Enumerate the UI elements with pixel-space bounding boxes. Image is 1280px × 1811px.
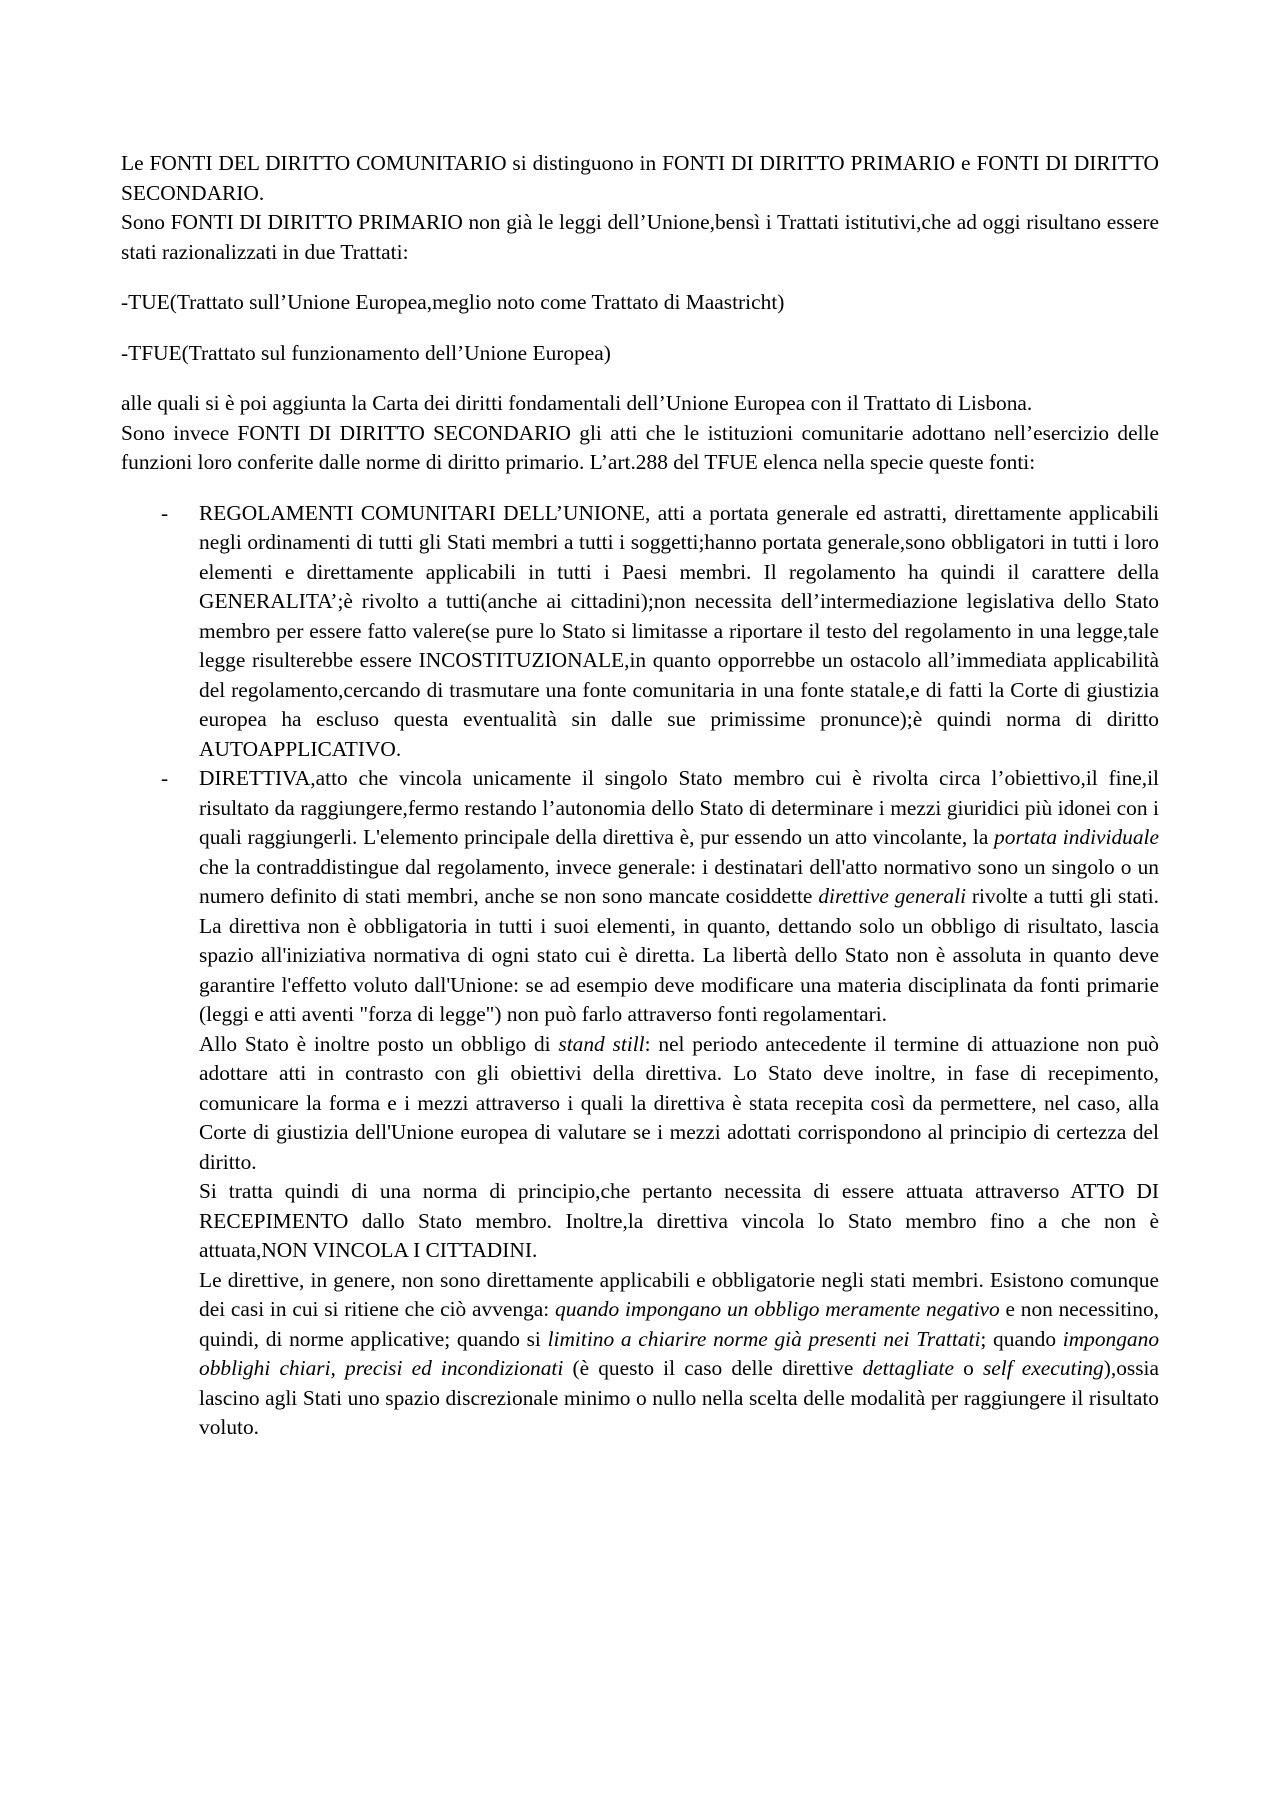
intro-paragraph: Le FONTI DEL DIRITTO COMUNITARIO si distinguono in FONTI DI DIRITTO PRIMARIO e FONTI DI DIRITTO SECONDARIO. xyxy=(121,151,1159,205)
direttiva-text: che la contraddistingue dal regolamento, invece generale: i destinatari dell'atto normativo sono un singolo o un numero definito di stati membri, anche se non sono mancate cosiddette xyxy=(199,854,1159,908)
direttiva-emphasis: quando impongano un obbligo meramente negativo xyxy=(555,1297,1000,1321)
sources-list xyxy=(121,499,1159,1443)
treaty-tfue: -TFUE(Trattato sul funzionamento dell’Unione Europea) xyxy=(121,340,611,365)
direttiva-emphasis: dettagliate xyxy=(862,1356,954,1380)
secondary-sources-paragraph: Sono invece FONTI DI DIRITTO SECONDARIO gli atti che le istituzioni comunitarie adottano nell’esercizio delle funzioni loro conferite dalle norme di diritto primario. L’art.288 del TFUE elenca nella specie queste fonti: xyxy=(121,420,1159,474)
direttiva-text: o xyxy=(953,1356,983,1380)
direttiva-text: rivolte a tutti gli stati. La direttiva non è obbligatoria in tutti i suoi elementi, in quanto, dettando solo un obbligo di risultato, lascia spazio all'iniziativa normativa di ogni stato cui è diretta. La libertà dello Stato non è assoluta in quanto deve garantire l'effetto voluto dall'Unione: se ad esempio deve modificare una materia disciplinata da fonti primarie (leggi e atti aventi "forza di legge") non può farlo attraverso fonti regolamentari. xyxy=(199,884,1159,1026)
direttiva-emphasis: self executing xyxy=(982,1356,1104,1380)
direttiva-emphasis: portata individuale xyxy=(994,825,1159,849)
direttiva-emphasis: stand still xyxy=(558,1031,645,1056)
direttiva-text: Allo Stato è inoltre posto un obbligo di xyxy=(199,1031,559,1056)
regolamenti-text: REGOLAMENTI COMUNITARI DELL’UNIONE, atti a portata generale ed astratti, direttamente applicabili negli ordinamenti di tutti gli Stati membri a tutti i soggetti;hanno portata generale,sono obbligatori in tutti i loro elementi e direttamente applicabili in tutti i Paesi membri. Il regolamento ha quindi il carattere della GENERALITA’;è rivolto a tutti(anche ai cittadini);non necessita dell’intermediazione legislativa dello Stato membro per essere fatto valere(se pure lo Stato si limitasse a riportare il testo del regolamento in una legge,tale legge risulterebbe essere INCOSTITUZIONALE,in quanto opporrebbe un ostacolo all’immediata applicabilità del regolamento,cercando di trasmutare una fonte comunitaria in una fonte statale,e di fatti la Corte di giustizia europea ha escluso questa eventualità sin dalle sue primissime pronunce);è quindi norma di diritto AUTOAPPLICATIVO. xyxy=(199,500,1159,761)
list-item-regolamenti xyxy=(121,499,1159,765)
direttiva-paragraph-3: Si tratta quindi di una norma di principio,che pertanto necessita di essere attuata attraverso ATTO DI RECEPIMENTO dallo Stato membro. Inoltre,la direttiva vincola lo Stato membro fino a che non è attuata,NON VINCOLA I CITTADINI. xyxy=(199,1179,1159,1262)
direttiva-text: Le direttive, in genere, non sono direttamente applicabili e obbligatorie negli stati membri. Esistono comunque dei casi in cui si ritiene che ciò avvenga: xyxy=(199,1267,1159,1321)
direttiva-text: ; quando xyxy=(980,1326,1063,1351)
list-item-direttiva xyxy=(121,764,1159,1443)
direttiva-text: ),ossia lascino agli Stati uno spazio discrezionale minimo o nullo nella scelta delle modalità per raggiungere il risultato voluto. xyxy=(199,1356,1159,1439)
direttiva-emphasis: impongano obblighi chiari, precisi ed incondizionati xyxy=(199,1326,1160,1380)
direttiva-paragraph-4 xyxy=(199,1266,1159,1443)
list-dash: - xyxy=(161,766,169,790)
direttiva-text: (è questo il caso delle direttive xyxy=(563,1356,863,1380)
direttiva-paragraph-1 xyxy=(199,764,1159,1030)
direttiva-text: DIRETTIVA,atto che vincola unicamente il singolo Stato membro cui è rivolta circa l’obiettivo,il fine,il risultato da raggiungere,fermo restando l’autonomia dello Stato di determinare i mezzi giuridici più idonei con i quali raggiungerli. L'elemento principale della direttiva è, pur essendo un atto vincolante, la xyxy=(199,766,1159,849)
treaty-tue: -TUE(Trattato sull’Unione Europea,meglio noto come Trattato di Maastricht) xyxy=(121,290,785,314)
direttiva-emphasis: limitino a chiarire norme già presenti nei Trattati xyxy=(547,1326,981,1351)
document-page xyxy=(121,149,1159,1443)
list-dash: - xyxy=(161,500,169,525)
primary-sources-paragraph: Sono FONTI DI DIRITTO PRIMARIO non già le leggi dell’Unione,bensì i Trattati istitutivi,che ad oggi risultano essere stati razionalizzati in due Trattati: xyxy=(121,210,1159,264)
direttiva-emphasis: direttive generali xyxy=(818,884,967,908)
charter-paragraph: alle quali si è poi aggiunta la Carta dei diritti fondamentali dell’Unione Europea con il Trattato di Lisbona. xyxy=(121,391,1033,415)
direttiva-text: : nel periodo antecedente il termine di attuazione non può adottare atti in contrasto con gli obiettivi della direttiva. Lo Stato deve inoltre, in fase di recepimento, comunicare la forma e i mezzi attraverso i quali la direttiva è stata recepita così da permettere, nel caso, alla Corte di giustizia dell'Unione europea di valutare se i mezzi adottati corrispondono al principio di certezza del diritto. xyxy=(199,1031,1160,1174)
direttiva-text: e non necessitino, quindi, di norme applicative; quando si xyxy=(199,1297,1159,1351)
direttiva-paragraph-2 xyxy=(199,1030,1159,1178)
